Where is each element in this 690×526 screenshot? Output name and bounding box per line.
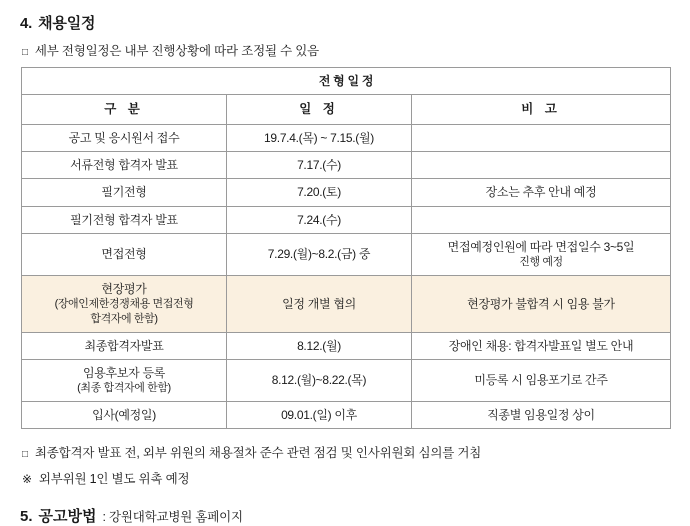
cell-division: 면접전형 [22,233,227,275]
cell-division: 현장평가 (장애인제한경쟁채용 면접전형 합격자에 한함) [22,275,227,332]
section-5-heading [20,505,670,526]
table-row [22,359,671,401]
column-header-remark: 비 고 [412,95,671,125]
cell-remark [412,125,671,152]
cell-division: 공고 및 응시원서 접수 [22,125,227,152]
footnotes [20,443,670,487]
cell-schedule: 7.24.(수) [227,206,412,233]
cell-division: 필기전형 합격자 발표 [22,206,227,233]
cell-division-sub: (장애인제한경쟁채용 면접전형 [54,298,194,311]
cell-schedule: 19.7.4.(목) ~ 7.15.(월) [227,125,412,152]
cell-remark: 장소는 추후 안내 예정 [412,179,671,206]
section-4-number: 4. [20,15,33,32]
cell-division-sub: 합격자에 한함) [90,312,158,325]
cell-schedule: 8.12.(월)~8.22.(목) [227,359,412,401]
section-4-heading [20,12,670,33]
cell-division: 입사(예정일) [22,401,227,428]
cell-remark: 현장평가 불합격 시 임용 불가 [412,275,671,332]
cell-division-sub: (최종 합격자에 한함) [77,382,171,395]
cell-schedule: 7.20.(토) [227,179,412,206]
table-row [22,152,671,179]
cell-schedule: 일정 개별 협의 [227,275,412,332]
section-4-note-text: 세부 전형일정은 내부 진행상황에 따라 조정될 수 있음 [34,44,320,58]
cell-remark [412,152,671,179]
cell-schedule: 09.01.(일) 이후 [227,401,412,428]
schedule-table [21,67,671,429]
cell-remark: 면접예정인원에 따라 면접일수 3~5일 진행 예정 [412,233,671,275]
section-4-note [22,41,670,59]
cell-schedule: 7.29.(월)~8.2.(금) 중 [227,233,412,275]
column-header-division: 구 분 [22,95,227,125]
table-row [22,332,671,359]
table-row [22,125,671,152]
footnote-2 [22,469,670,487]
cell-division: 필기전형 [22,179,227,206]
column-header-schedule: 일 정 [227,95,412,125]
section-5-number: 5. [20,508,33,526]
section-5-tail: : 강원대학교병원 홈페이지 [102,510,243,525]
cell-remark: 미등록 시 임용포기로 간주 [412,359,671,401]
footnote-2-text: 외부위원 1인 별도 위촉 예정 [38,472,190,487]
cell-remark: 직종별 임용일정 상이 [412,401,671,428]
square-bullet-icon: □ [22,449,28,461]
cell-remark: 장애인 채용: 합격자발표일 별도 안내 [412,332,671,359]
schedule-table-body [22,68,671,429]
table-row [22,206,671,233]
cell-remark-sub: 진행 예정 [519,256,563,268]
cell-remark [412,206,671,233]
cell-division: 서류전형 합격자 발표 [22,152,227,179]
table-title-row [22,68,671,95]
table-row [22,401,671,428]
cell-schedule: 7.17.(수) [227,152,412,179]
table-row [22,179,671,206]
asterisk-bullet-icon: ※ [22,472,32,487]
footnote-1 [22,443,670,461]
section-4-title: 채용일정 [38,15,96,32]
cell-division: 최종합격자발표 [22,332,227,359]
footnote-1-text: 최종합격자 발표 전, 외부 위원의 채용절차 준수 관련 점검 및 인사위원회 심의를 거침 [34,446,482,461]
cell-division: 임용후보자 등록 (최종 합격자에 한함) [22,359,227,401]
cell-schedule: 8.12.(월) [227,332,412,359]
table-header-row [22,95,671,125]
table-row [22,275,671,332]
section-5-title: 공고방법 [38,508,97,526]
square-bullet-icon: □ [22,47,28,58]
table-row [22,233,671,275]
table-title: 전 형 일 정 [22,68,671,95]
